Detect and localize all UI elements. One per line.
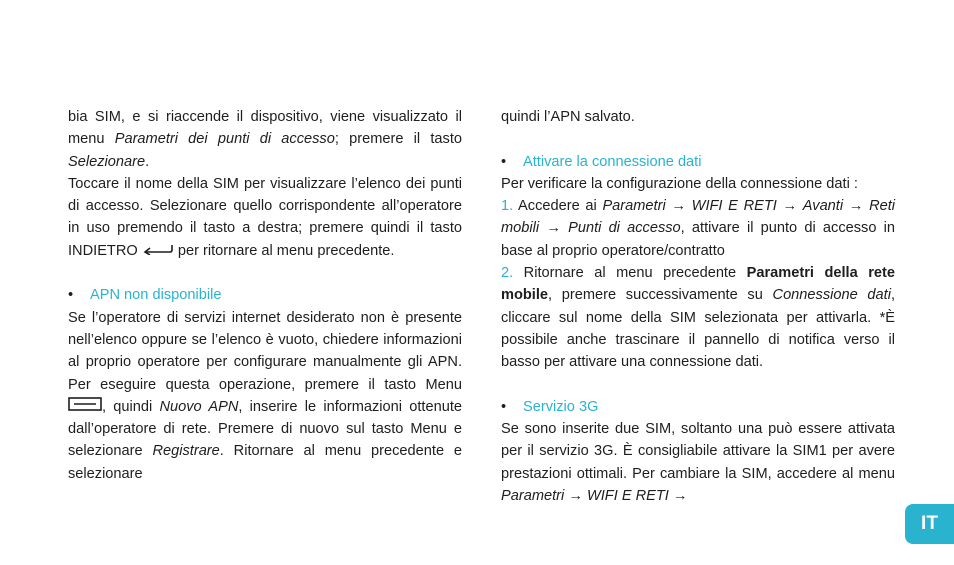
- arrow-icon: →: [668, 488, 688, 505]
- spacer: [501, 128, 895, 150]
- heading-text: Servizio 3G: [523, 398, 599, 415]
- arrow-icon: →: [539, 220, 569, 237]
- text-run: bia SIM, e si riaccende il dispositivo, viene visualizzato il menu: [68, 109, 462, 148]
- text-run: Toccare il nome della SIM per visualizzare l’elenco dei punti di accesso. Selezionare quello corrispondente all’operatore in uso premendo il tasto a destra; premere quindi il tasto INDIETRO: [68, 175, 462, 259]
- menu-name-avanti: Avanti: [802, 198, 844, 215]
- step-number: 2.: [501, 265, 514, 282]
- left-column: [68, 106, 462, 485]
- section-heading-apn-non-disponibile: [68, 284, 462, 306]
- menu-name-parametri: Parametri: [501, 488, 565, 505]
- section-heading-attivare-connessione: [501, 151, 895, 173]
- text-run: , quindi: [102, 398, 160, 415]
- heading-text: APN non disponibile: [90, 287, 222, 304]
- back-arrow-icon: [142, 240, 174, 262]
- paragraph-3g: [501, 418, 895, 507]
- menu-name-wifi-e-reti: WIFI E RETI: [691, 198, 777, 215]
- arrow-icon: →: [564, 488, 587, 505]
- paragraph-select-sim: [68, 173, 462, 262]
- text-run: , cliccare sul nome della SIM selezionata per attivarla. *È possibile anche trascinare il pannello di notifica verso il basso per attivare una connessione dati.: [501, 287, 895, 371]
- text-run: Se sono inserite due SIM, soltanto una può essere attivata per il servizio 3G. È consigliabile attivare la SIM1 per avere prestazioni ottimali. Per cambiare la SIM, accedere al menu: [501, 421, 895, 482]
- text-run: Ritornare al menu precedente: [513, 265, 747, 282]
- bullet-marker: •: [501, 153, 507, 170]
- step-1: [501, 195, 895, 262]
- step-2: [501, 262, 895, 373]
- text-run: , inserire le informazioni ottenute dall’operatore di rete. Premere di nuovo sul tasto Menu e selezionare: [68, 398, 462, 460]
- menu-name-reti-mobili: Reti mobili: [501, 198, 896, 237]
- arrow-icon: →: [665, 198, 692, 215]
- bullet-marker: •: [68, 287, 74, 304]
- menu-icon: [68, 396, 102, 418]
- text-run: . Ritornare al menu precedente e selezionare: [68, 443, 462, 482]
- bullet-marker: •: [501, 398, 507, 415]
- menu-name-parametri-rete-mobile: Parametri della rete mobile: [501, 265, 895, 304]
- menu-name-punti-di-accesso: Punti di accesso: [568, 220, 681, 237]
- menu-name-nuovo-apn: Nuovo APN: [159, 398, 239, 415]
- menu-name-parametri-punti-accesso: Parametri dei punti di accesso: [114, 131, 335, 148]
- text-run: ; premere il tasto: [334, 131, 462, 148]
- button-name-selezionare: Selezionare: [68, 153, 146, 170]
- menu-name-parametri: Parametri: [602, 198, 666, 215]
- text-run: Accedere ai: [513, 198, 603, 215]
- paragraph-apn-menu: [68, 106, 462, 173]
- paragraph-verify-config: Per verificare la configurazione della connessione dati :: [501, 175, 858, 192]
- paragraph-apn-saved: quindi l’APN salvato.: [501, 109, 635, 125]
- step-number: 1.: [501, 198, 514, 215]
- spacer: [68, 262, 462, 284]
- paragraph-apn-manual: [68, 307, 462, 485]
- menu-name-connessione-dati: Connessione dati: [772, 287, 891, 304]
- arrow-icon: →: [843, 198, 870, 215]
- text-run: .: [145, 153, 150, 170]
- text-run: , attivare il punto di accesso in base al proprio operatore/contratto: [501, 220, 895, 259]
- language-tab-badge: IT: [905, 504, 954, 544]
- heading-text: Attivare la connessione dati: [523, 153, 702, 170]
- section-heading-servizio-3g: [501, 396, 895, 418]
- text-run: Se l’operatore di servizi internet desiderato non è presente nell’elenco oppure se l’elenco è vuoto, chiedere informazioni al proprio operatore per configurare manualmente gli APN. Per eseguire questa operazione, premere il tasto Menu: [68, 309, 462, 393]
- right-column: [501, 106, 895, 507]
- arrow-icon: →: [776, 198, 803, 215]
- menu-name-wifi-e-reti: WIFI E RETI: [586, 488, 669, 505]
- spacer: [501, 374, 895, 396]
- text-run: , premere successivamente su: [548, 287, 773, 304]
- menu-name-registrare: Registrare: [152, 443, 220, 460]
- text-run: per ritornare al menu precedente.: [173, 242, 395, 259]
